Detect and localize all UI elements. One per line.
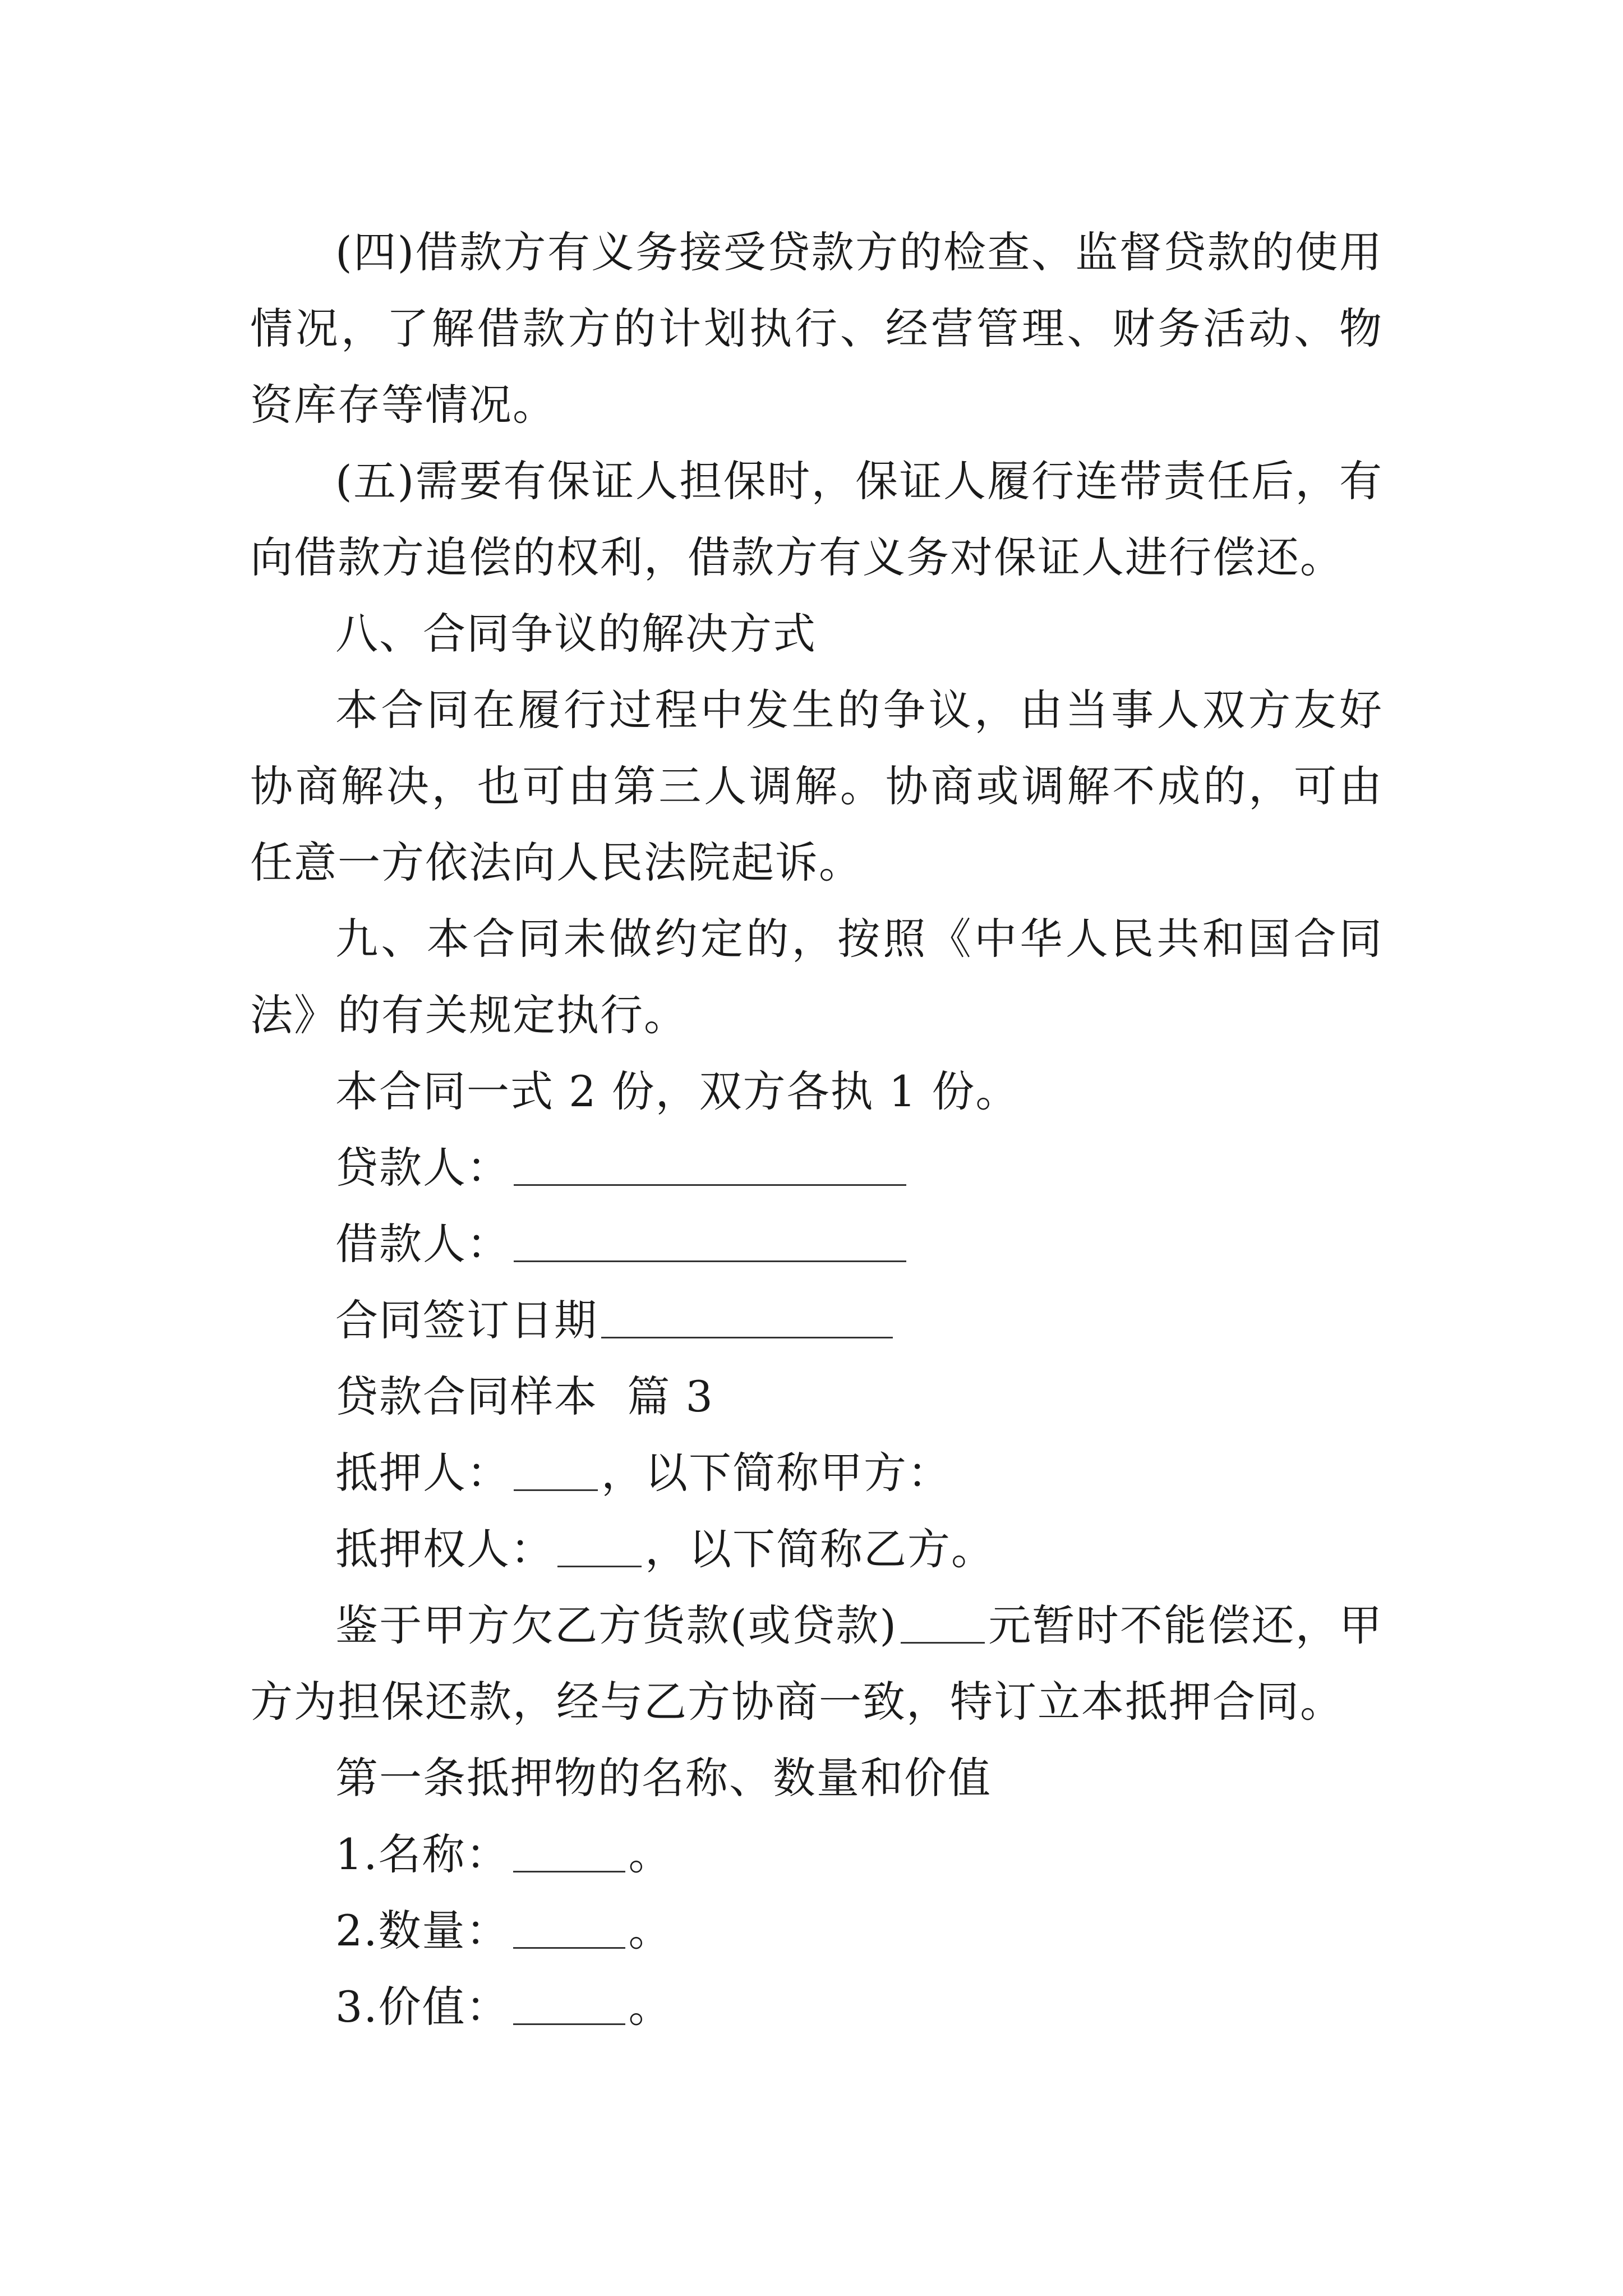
paragraph-dispute-resolution: 本合同在履行过程中发生的争议，由当事人双方友好协商解决，也可由第三人调解。协商或调解不成的，可由任意一方依法向人民法院起诉。	[250, 685, 1383, 887]
section-title: 贷款合同样本 篇 3	[335, 1372, 714, 1421]
recital-part1: 鉴于甲方欠乙方货款(或贷款)	[335, 1600, 898, 1650]
item-value-label: 3.价值：	[335, 1982, 510, 2032]
item-quantity-label: 2.数量：	[335, 1906, 510, 1955]
sign-date-line	[250, 1282, 1383, 1359]
sign-date-label: 合同签订日期	[335, 1295, 598, 1345]
item-name-line: 1.名称： 。	[335, 1829, 672, 1879]
paragraph-recital	[250, 1588, 1383, 1740]
borrower-signature-line	[250, 1206, 1383, 1282]
document-body	[250, 214, 1383, 2045]
lender-signature-line	[250, 1130, 1383, 1206]
item-quantity-line: 2.数量： 。	[335, 1906, 672, 1955]
item-name-label: 1.名称：	[335, 1829, 510, 1879]
mortgagor-blank	[514, 1449, 598, 1491]
mortgagor-suffix: ，以下简称甲方：	[601, 1448, 951, 1498]
borrower-blank	[514, 1220, 906, 1262]
paragraph-clause-4: (四)借款方有义务接受贷款方的检查、监督贷款的使用情况，了解借款方的计划执行、经营管理、财务活动、物资库存等情况。	[250, 227, 1383, 430]
mortgagee-suffix: ，以下简称乙方。	[645, 1524, 995, 1574]
heading-dispute-resolution: 八、合同争议的解决方式	[335, 609, 817, 659]
mortgagee-label: 抵押权人：	[335, 1524, 554, 1574]
recital-amount-blank	[901, 1602, 985, 1644]
recital-part2: 元暂时不能偿还，甲方为担保还款，经与乙方协商一致，特订立本抵押合同。	[250, 1600, 1383, 1727]
mortgagee-blank	[557, 1525, 642, 1567]
paragraph-copies: 本合同一式 2 份，双方各执 1 份。	[335, 1066, 1020, 1116]
sign-date-blank	[601, 1296, 893, 1338]
article-1-title: 第一条抵押物的名称、数量和价值	[335, 1753, 992, 1803]
item-value-blank	[513, 1983, 625, 2025]
borrower-label: 借款人：	[335, 1219, 510, 1269]
paragraph-clause-5: (五)需要有保证人担保时，保证人履行连带责任后，有向借款方追偿的权利，借款方有义务对保证人进行偿还。	[250, 456, 1383, 582]
item-name-blank	[513, 1830, 625, 1872]
paragraph-unspecified-matters: 九、本合同未做约定的，按照《中华人民共和国合同法》的有关规定执行。	[250, 914, 1383, 1040]
mortgagee-line	[250, 1511, 1383, 1588]
mortgagor-line	[250, 1435, 1383, 1511]
lender-blank	[514, 1144, 906, 1186]
item-quantity-blank	[513, 1907, 625, 1949]
item-value-line: 3.价值： 。	[335, 1982, 672, 2032]
mortgagor-label: 抵押人：	[335, 1448, 510, 1498]
lender-label: 贷款人：	[335, 1143, 510, 1193]
